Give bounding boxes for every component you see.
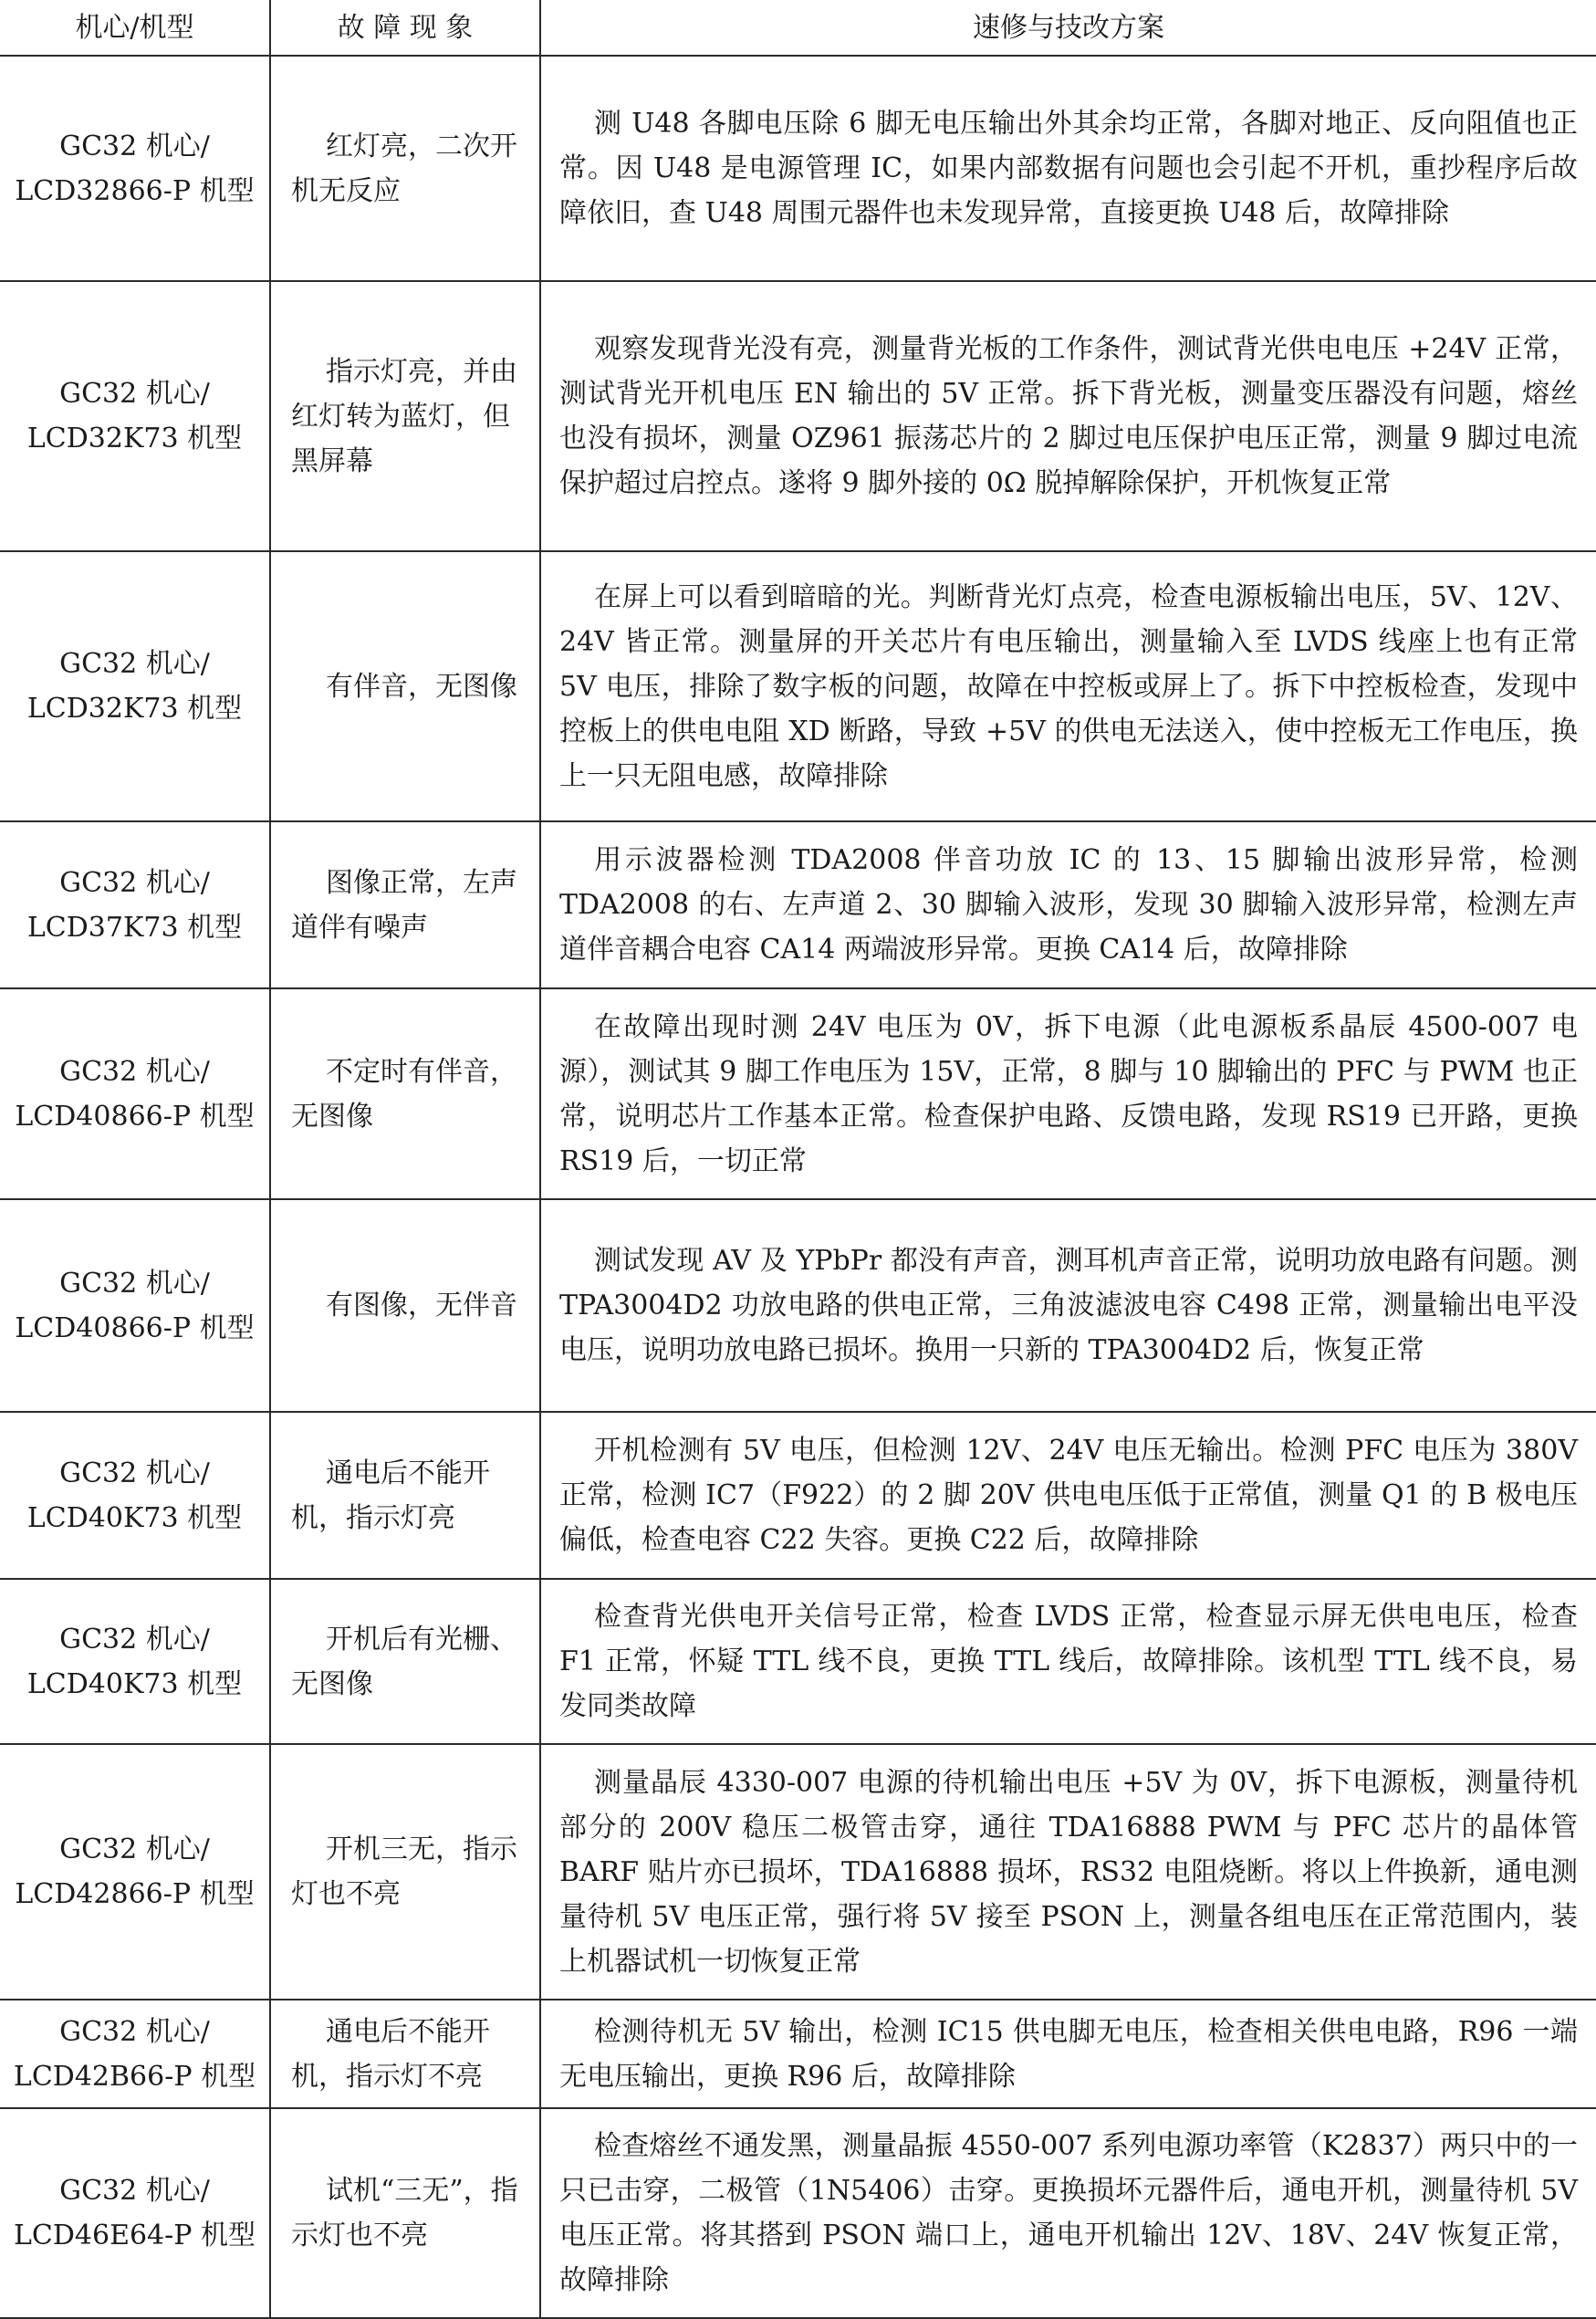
table-row bbox=[0, 988, 1596, 1199]
model-name: LCD40866-P 机型 bbox=[15, 1311, 255, 1344]
chassis-name: GC32 机心/ bbox=[59, 378, 210, 410]
model-cell bbox=[0, 988, 270, 1199]
model-cell bbox=[0, 551, 270, 821]
model-name: LCD37K73 机型 bbox=[26, 911, 243, 944]
chassis-name: GC32 机心/ bbox=[59, 1833, 210, 1865]
fix-cell: 在屏上可以看到暗暗的光。判断背光灯点亮，检查电源板输出电压，5V、12V、24V 皆正常。测量屏的开关芯片有电压输出，测量输入至 LVDS 线座上也有正常 5V 电压，排除了数字板的问题，故障在中控板或屏上了。拆下中控板检查，发现中控板上的供电电阻 XD 断路，导致 +5V 的供电无法送入，使中控板无工作电压，换上一只无阻电感，故障排除 bbox=[540, 551, 1596, 821]
fix-cell: 在故障出现时测 24V 电压为 0V，拆下电源（此电源板系晶辰 4500-007 电源），测试其 9 脚工作电压为 15V，正常，8 脚与 10 脚输出的 PFC 与 PWM 也正常，说明芯片工作基本正常。检查保护电路、反馈电路，发现 RS19 已开路，更换 RS19 后，一切正常 bbox=[540, 988, 1596, 1199]
model-cell bbox=[0, 56, 270, 281]
fault-cell: 开机三无，指示灯也不亮 bbox=[270, 1744, 540, 2000]
model-name: LCD32K73 机型 bbox=[26, 693, 243, 725]
model-cell bbox=[0, 1199, 270, 1412]
table-row bbox=[0, 56, 1596, 281]
table-row bbox=[0, 281, 1596, 551]
fault-cell: 有图像，无伴音 bbox=[270, 1199, 540, 1412]
chassis-name: GC32 机心/ bbox=[59, 866, 210, 899]
fix-cell: 检查熔丝不通发黑，测量晶振 4550-007 系列电源功率管（K2837）两只中的一只已击穿，二极管（1N5406）击穿。更换损坏元器件后，通电开机，测量待机 5V 电压正常。将其搭到 PSON 端口上，通电开机输出 12V、18V、24V 恢复正常，故障排除 bbox=[540, 2108, 1596, 2318]
model-name: LCD42B66-P 机型 bbox=[13, 2060, 256, 2093]
fault-cell: 不定时有伴音，无图像 bbox=[270, 988, 540, 1199]
chassis-name: GC32 机心/ bbox=[59, 130, 210, 162]
chassis-name: GC32 机心/ bbox=[59, 1055, 210, 1088]
model-name: LCD40K73 机型 bbox=[26, 1501, 243, 1534]
chassis-name: GC32 机心/ bbox=[59, 1267, 210, 1300]
model-cell bbox=[0, 2000, 270, 2108]
chassis-name: GC32 机心/ bbox=[59, 2175, 210, 2207]
table-row bbox=[0, 1579, 1596, 1744]
fix-cell: 开机检测有 5V 电压，但检测 12V、24V 电压无输出。检测 PFC 电压为 380V 正常，检测 IC7（F922）的 2 脚 20V 供电电压低于正常值，测量 Q1 的 B 极电压偏低，检查电容 C22 失容。更换 C22 后，故障排除 bbox=[540, 1412, 1596, 1579]
model-name: LCD40866-P 机型 bbox=[15, 1100, 255, 1133]
fix-cell: 测试发现 AV 及 YPbPr 都没有声音，测耳机声音正常，说明功放电路有问题。测 TPA3004D2 功放电路的供电正常，三角波滤波电容 C498 正常，测量输出电平没电压，说明功放电路已损坏。换用一只新的 TPA3004D2 后，恢复正常 bbox=[540, 1199, 1596, 1412]
model-cell bbox=[0, 2108, 270, 2318]
table-row bbox=[0, 2108, 1596, 2318]
fix-cell: 观察发现背光没有亮，测量背光板的工作条件，测试背光供电电压 +24V 正常，测试背光开机电压 EN 输出的 5V 正常。拆下背光板，测量变压器没有问题，熔丝也没有损坏，测量 OZ961 振荡芯片的 2 脚过电压保护电压正常，测量 9 脚过电流保护超过启控点。遂将 9 脚外接的 0Ω 脱掉解除保护，开机恢复正常 bbox=[540, 281, 1596, 551]
model-cell bbox=[0, 1744, 270, 2000]
header-row bbox=[0, 0, 1596, 56]
fault-cell: 通电后不能开机，指示灯不亮 bbox=[270, 2000, 540, 2108]
fault-cell: 红灯亮，二次开机无反应 bbox=[270, 56, 540, 281]
chassis-name: GC32 机心/ bbox=[59, 648, 210, 680]
model-cell bbox=[0, 1579, 270, 1744]
model-name: LCD32866-P 机型 bbox=[15, 174, 255, 207]
fault-cell: 开机后有光栅、无图像 bbox=[270, 1579, 540, 1744]
header-fault: 故 障 现 象 bbox=[270, 0, 540, 56]
fault-cell: 图像正常，左声道伴有噪声 bbox=[270, 821, 540, 988]
fix-cell: 测 U48 各脚电压除 6 脚无电压输出外其余均正常，各脚对地正、反向阻值也正常。因 U48 是电源管理 IC，如果内部数据有问题也会引起不开机，重抄程序后故障依旧，查 U48 周围元器件也未发现异常，直接更换 U48 后，故障排除 bbox=[540, 56, 1596, 281]
fault-cell: 指示灯亮，并由红灯转为蓝灯，但黑屏幕 bbox=[270, 281, 540, 551]
fix-cell: 用示波器检测 TDA2008 伴音功放 IC 的 13、15 脚输出波形异常，检测 TDA2008 的右、左声道 2、30 脚输入波形，发现 30 脚输入波形异常，检测左声道伴音耦合电容 CA14 两端波形异常。更换 CA14 后，故障排除 bbox=[540, 821, 1596, 988]
fix-cell: 检测待机无 5V 输出，检测 IC15 供电脚无电压，检查相关供电电路，R96 一端无电压输出，更换 R96 后，故障排除 bbox=[540, 2000, 1596, 2108]
fix-cell: 测量晶辰 4330-007 电源的待机输出电压 +5V 为 0V，拆下电源板，测量待机部分的 200V 稳压二极管击穿，通往 TDA16888 PWM 与 PFC 芯片的晶体管 BARF 贴片亦已损坏，TDA16888 损坏，RS32 电阻烧断。将以上件换新，通电测量待机 5V 电压正常，强行将 5V 接至 PSON 上，测量各组电压在正常范围内，装上机器试机一切恢复正常 bbox=[540, 1744, 1596, 2000]
table-row bbox=[0, 2000, 1596, 2108]
chassis-name: GC32 机心/ bbox=[59, 1623, 210, 1656]
header-fix: 速修与技改方案 bbox=[540, 0, 1596, 56]
chassis-name: GC32 机心/ bbox=[59, 2015, 210, 2048]
model-name: LCD40K73 机型 bbox=[26, 1667, 243, 1700]
model-name: LCD32K73 机型 bbox=[26, 423, 243, 454]
fault-cell: 通电后不能开机，指示灯亮 bbox=[270, 1412, 540, 1579]
table-row bbox=[0, 1744, 1596, 2000]
chassis-name: GC32 机心/ bbox=[59, 1457, 210, 1489]
model-cell bbox=[0, 281, 270, 551]
table-row bbox=[0, 821, 1596, 988]
header-model: 机心/机型 bbox=[0, 0, 270, 56]
model-cell bbox=[0, 1412, 270, 1579]
table-row bbox=[0, 1412, 1596, 1579]
fault-cell: 试机“三无”，指示灯也不亮 bbox=[270, 2108, 540, 2318]
table-row bbox=[0, 551, 1596, 821]
model-cell bbox=[0, 821, 270, 988]
fix-cell: 检查背光供电开关信号正常，检查 LVDS 正常，检查显示屏无供电电压，检查 F1 正常，怀疑 TTL 线不良，更换 TTL 线后，故障排除。该机型 TTL 线不良，易发同类故障 bbox=[540, 1579, 1596, 1744]
model-name: LCD46E64-P 机型 bbox=[13, 2220, 256, 2251]
model-name: LCD42866-P 机型 bbox=[15, 1878, 255, 1910]
fault-cell: 有伴音，无图像 bbox=[270, 551, 540, 821]
table-row bbox=[0, 1199, 1596, 1412]
